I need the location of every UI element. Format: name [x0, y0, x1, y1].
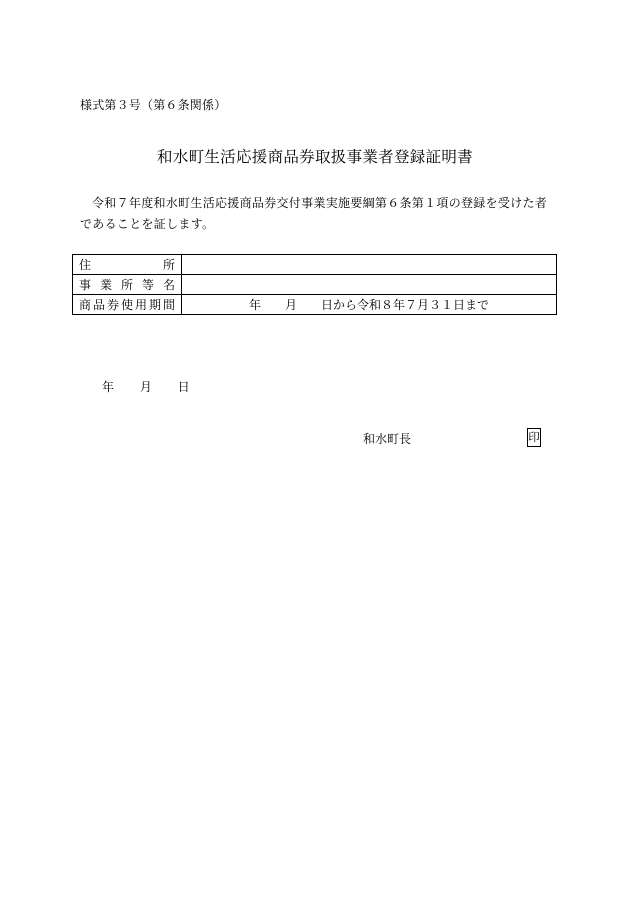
- usage-period-label: 商品券使用期間: [73, 295, 182, 315]
- certification-statement: 令和７年度和水町生活応援商品券交付事業実施要綱第６条第１項の登録を受けた者であることを証します。: [80, 196, 548, 231]
- issue-date: 年 月 日: [102, 380, 190, 394]
- address-label: 住所: [73, 255, 182, 275]
- seal-mark: 印: [527, 428, 541, 447]
- business-name-value: [182, 275, 557, 295]
- table-row: [73, 255, 557, 275]
- table-row: [73, 295, 557, 315]
- usage-period-value: 年 月 日から令和８年７月３１日まで: [182, 295, 557, 315]
- registration-info-table: [72, 254, 557, 315]
- table-row: [73, 275, 557, 295]
- form-number: 様式第３号（第６条関係）: [80, 98, 227, 112]
- address-value: [182, 255, 557, 275]
- signatory-title: 和水町長: [363, 432, 412, 446]
- business-name-label: 事業所等名: [73, 275, 182, 295]
- document-title: 和水町生活応援商品券取扱事業者登録証明書: [156, 148, 473, 166]
